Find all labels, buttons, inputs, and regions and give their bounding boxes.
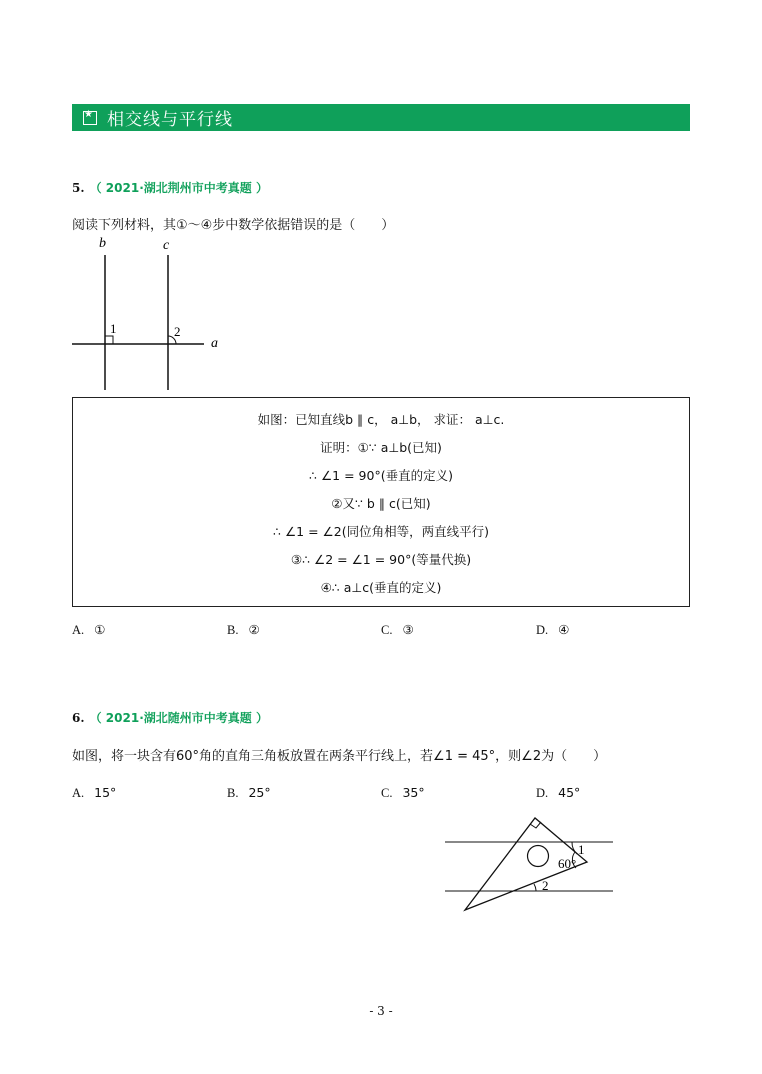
label-a: a bbox=[211, 336, 218, 351]
q6-figure bbox=[440, 812, 620, 914]
bookmark-star-icon bbox=[83, 111, 97, 125]
proof-line-1: 证明：①∵ a⊥b(已知) bbox=[320, 440, 442, 455]
q5-option-b[interactable]: B. ② bbox=[227, 622, 260, 637]
q5-proof-box bbox=[72, 397, 690, 607]
set-square-hole bbox=[528, 846, 549, 867]
label-b: b bbox=[99, 236, 106, 251]
q6-option-a[interactable]: A. 15° bbox=[72, 785, 117, 800]
proof-line-5: ③∴ ∠2 = ∠1 = 90°(等量代换) bbox=[290, 552, 472, 567]
label-1: 1 bbox=[110, 321, 117, 336]
q6-option-d[interactable]: D. 45° bbox=[536, 785, 581, 800]
q6-number: 6. bbox=[72, 711, 85, 725]
proof-line-2: ∴ ∠1 = 90°(垂直的定义) bbox=[309, 468, 453, 483]
q5-stem: 阅读下列材料，其①～④步中数学依据错误的是（ ） bbox=[72, 218, 395, 233]
label-60-degree: 60° bbox=[558, 856, 577, 871]
q6-option-b[interactable]: B. 25° bbox=[227, 785, 271, 800]
q5-option-a[interactable]: A. ① bbox=[72, 622, 106, 637]
right-angle-mark bbox=[105, 336, 113, 344]
section-header bbox=[72, 104, 690, 131]
q5-number: 5. bbox=[72, 181, 85, 195]
q6-option-c[interactable]: C. 35° bbox=[381, 785, 425, 800]
q5-header bbox=[72, 177, 268, 196]
section-title: 相交线与平行线 bbox=[107, 110, 233, 130]
q5-option-c[interactable]: C. ③ bbox=[381, 622, 414, 637]
label-2: 2 bbox=[174, 324, 181, 339]
proof-line-given: 如图：已知直线b ∥ c， a⊥b， 求证： a⊥c. bbox=[257, 412, 505, 427]
proof-line-4: ∴ ∠1 = ∠2(同位角相等，两直线平行) bbox=[273, 524, 489, 539]
proof-line-6: ④∴ a⊥c(垂直的定义) bbox=[320, 580, 442, 595]
q5-option-d[interactable]: D. ④ bbox=[536, 622, 570, 637]
angle-2-arc bbox=[534, 884, 536, 891]
label-angle-2: 2 bbox=[542, 878, 549, 893]
page-number: - 3 - bbox=[369, 1004, 393, 1018]
label-c: c bbox=[163, 238, 170, 253]
q6-header bbox=[72, 707, 268, 726]
q5-figure bbox=[66, 232, 236, 394]
q6-stem: 如图，将一块含有60°角的直角三角板放置在两条平行线上，若∠1 = 45°，则∠2为（ ） bbox=[72, 749, 607, 764]
label-angle-1: 1 bbox=[578, 842, 585, 857]
q6-source: （ 2021·湖北随州市中考真题 ） bbox=[89, 711, 268, 725]
proof-line-3: ②又∵ b ∥ c(已知) bbox=[331, 496, 431, 511]
q5-source: （ 2021·湖北荆州市中考真题 ） bbox=[89, 181, 268, 195]
